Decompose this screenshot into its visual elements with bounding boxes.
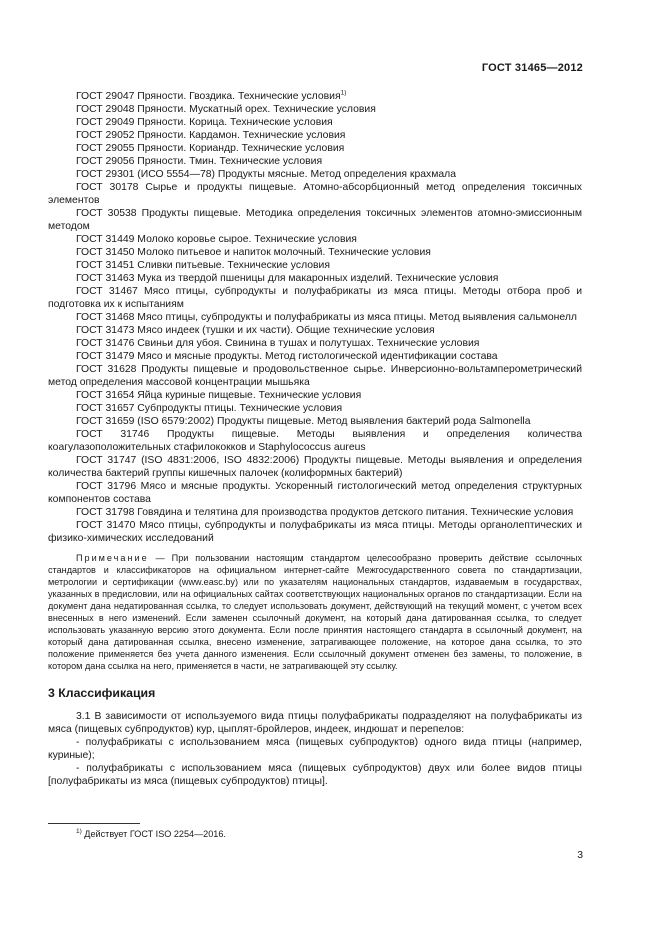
footnote	[76, 828, 226, 840]
reference-text: ГОСТ 29049 Пряности. Корица. Технические условия	[76, 117, 333, 128]
reference-item	[48, 272, 582, 285]
reference-item	[48, 90, 582, 103]
footnote-divider	[48, 823, 140, 824]
reference-item	[48, 116, 582, 129]
reference-item	[48, 246, 582, 259]
reference-item	[48, 155, 582, 168]
reference-item	[48, 389, 582, 402]
reference-text: ГОСТ 31467 Мясо птицы, субпродукты и полуфабрикаты из мяса птицы. Методы отбора проб и подготовка их к испытаниям	[48, 286, 582, 310]
reference-text: ГОСТ 31657 Субпродукты птицы. Технические условия	[76, 403, 343, 414]
reference-text: ГОСТ 29056 Пряности. Тмин. Технические условия	[76, 156, 323, 167]
note-paragraph	[48, 552, 582, 672]
section-paragraph: - полуфабрикаты с использованием мяса (пищевых субпродуктов) одного вида птицы (например, куриные);	[48, 737, 582, 761]
reference-item	[48, 402, 582, 415]
reference-item	[48, 506, 582, 519]
note-label: Примечание	[76, 553, 149, 563]
reference-item	[48, 454, 582, 480]
footnote-marker: 1)	[76, 827, 82, 835]
reference-text: ГОСТ 29055 Пряности. Кориандр. Технические условия	[76, 143, 345, 154]
reference-text: ГОСТ 31470 Мясо птицы, субпродукты и полуфабрикаты из мяса птицы. Методы органолептических и физико-химических исследований	[48, 520, 582, 544]
document-id-header: ГОСТ 31465—2012	[481, 62, 583, 74]
reference-text: ГОСТ 31449 Молоко коровье сырое. Технические условия	[76, 234, 357, 245]
reference-text: ГОСТ 29048 Пряности. Мускатный орех. Технические условия	[76, 104, 376, 115]
reference-item	[48, 350, 582, 363]
section-paragraph: - полуфабрикаты с использованием мяса (пищевых субпродуктов) двух или более видов птицы [полуфабрикаты из мяса (пищевых субпродуктов) птицы].	[48, 763, 582, 787]
reference-text: ГОСТ 31628 Продукты пищевые и продовольственное сырье. Инверсионно-вольтамперометрический метод определения массовой концентрации мышьяка	[48, 364, 582, 388]
reference-item	[48, 168, 582, 181]
reference-text: ГОСТ 31654 Яйца куриные пищевые. Технические условия	[76, 390, 362, 401]
reference-text: ГОСТ 30178 Сырье и продукты пищевые. Атомно-абсорбционный метод определения токсичных элементов	[48, 182, 582, 206]
reference-item	[48, 285, 582, 311]
reference-text: ГОСТ 31747 (ISO 4831:2006, ISO 4832:2006) Продукты пищевые. Методы выявления и определения количества бактерий группы кишечных палочек (колиформных бактерий)	[48, 455, 582, 479]
reference-item	[48, 142, 582, 155]
section-title: 3 Классификация	[48, 686, 156, 700]
reference-text: ГОСТ 29047 Пряности. Гвоздика. Технические условия	[76, 91, 341, 102]
reference-item	[48, 103, 582, 116]
reference-item	[48, 363, 582, 389]
reference-text: ГОСТ 29052 Пряности. Кардамон. Технические условия	[76, 130, 346, 141]
normative-references	[48, 90, 582, 788]
reference-list	[48, 90, 582, 545]
reference-text: ГОСТ 31476 Свиньи для убоя. Свинина в тушах и полутушах. Технические условия	[76, 338, 480, 349]
reference-item	[48, 415, 582, 428]
reference-item	[48, 324, 582, 337]
reference-text: ГОСТ 31451 Сливки питьевые. Технические условия	[76, 260, 330, 271]
reference-item	[48, 311, 582, 324]
reference-item	[48, 129, 582, 142]
reference-text: ГОСТ 31473 Мясо индеек (тушки и их части). Общие технические условия	[76, 325, 435, 336]
reference-item	[48, 207, 582, 233]
reference-text: ГОСТ 31798 Говядина и телятина для производства продуктов детского питания. Технические условия	[76, 507, 574, 518]
note-text: — При пользовании настоящим стандартом целесообразно проверить действие ссылочных стандартов и классификаторов на официальном интернет-сайте Межгосударственного совета по стандартизации, метрологии и сертификации (www.easc.by) или по указателям национальных стандартов, издаваемым в государствах, указанных в предисловии, или на официальных сайтах соответствующих национальных органов по стандартизации. Если на документ дана недатированная ссылка, то следует использовать документ, действующий на текущий момент, с учетом всех внесенных в него изменений. Если заменен ссылочный документ, на который дана датированная ссылка, то следует использовать указанную версию этого документа. Если после принятия настоящего стандарта в ссылочный документ, на который дана датированная ссылка, внесено изменение, затрагивающее положение, на которое дана ссылка, то это положение применяется без учета данного изменения. Если ссылочный документ отменен без замены, то положение, в котором дана ссылка на него, применяется в части, не затрагивающей эту ссылку.	[48, 553, 582, 671]
section-paragraph: 3.1 В зависимости от используемого вида птицы полуфабрикаты подразделяют на полуфабрикаты из мяса (пищевых субпродуктов) кур, цыплят-бройлеров, индеек, индюшат и перепелов:	[48, 711, 582, 735]
reference-item	[48, 480, 582, 506]
reference-text: ГОСТ 31479 Мясо и мясные продукты. Метод гистологической идентификации состава	[76, 351, 498, 362]
reference-text: ГОСТ 31796 Мясо и мясные продукты. Ускоренный гистологический метод определения структурных компонентов состава	[48, 481, 582, 505]
reference-text: ГОСТ 31746 Продукты пищевые. Методы выявления и определения количества коагулазоположительных стафилококков и Staphylococcus aureus	[48, 429, 582, 453]
reference-item	[48, 233, 582, 246]
reference-text: ГОСТ 29301 (ИСО 5554—78) Продукты мясные. Метод определения крахмала	[76, 169, 456, 180]
reference-text: ГОСТ 31463 Мука из твердой пшеницы для макаронных изделий. Технические условия	[76, 273, 499, 284]
footnote-marker: 1)	[340, 89, 347, 97]
reference-text: ГОСТ 31468 Мясо птицы, субпродукты и полуфабрикаты из мяса птицы. Метод выявления сальмонелл	[76, 312, 577, 323]
reference-item	[48, 337, 582, 350]
footnote-text: Действует ГОСТ ISO 2254—2016.	[81, 829, 226, 839]
reference-item	[48, 519, 582, 545]
section-body	[48, 710, 582, 788]
reference-text: ГОСТ 31450 Молоко питьевое и напиток молочный. Технические условия	[76, 247, 431, 258]
reference-item	[48, 181, 582, 207]
reference-item	[48, 259, 582, 272]
page-number: 3	[577, 850, 583, 861]
reference-item	[48, 428, 582, 454]
reference-text: ГОСТ 30538 Продукты пищевые. Методика определения токсичных элементов атомно-эмиссионным методом	[48, 208, 582, 232]
reference-text: ГОСТ 31659 (ISO 6579:2002) Продукты пищевые. Метод выявления бактерий рода Salmonella	[76, 416, 531, 427]
